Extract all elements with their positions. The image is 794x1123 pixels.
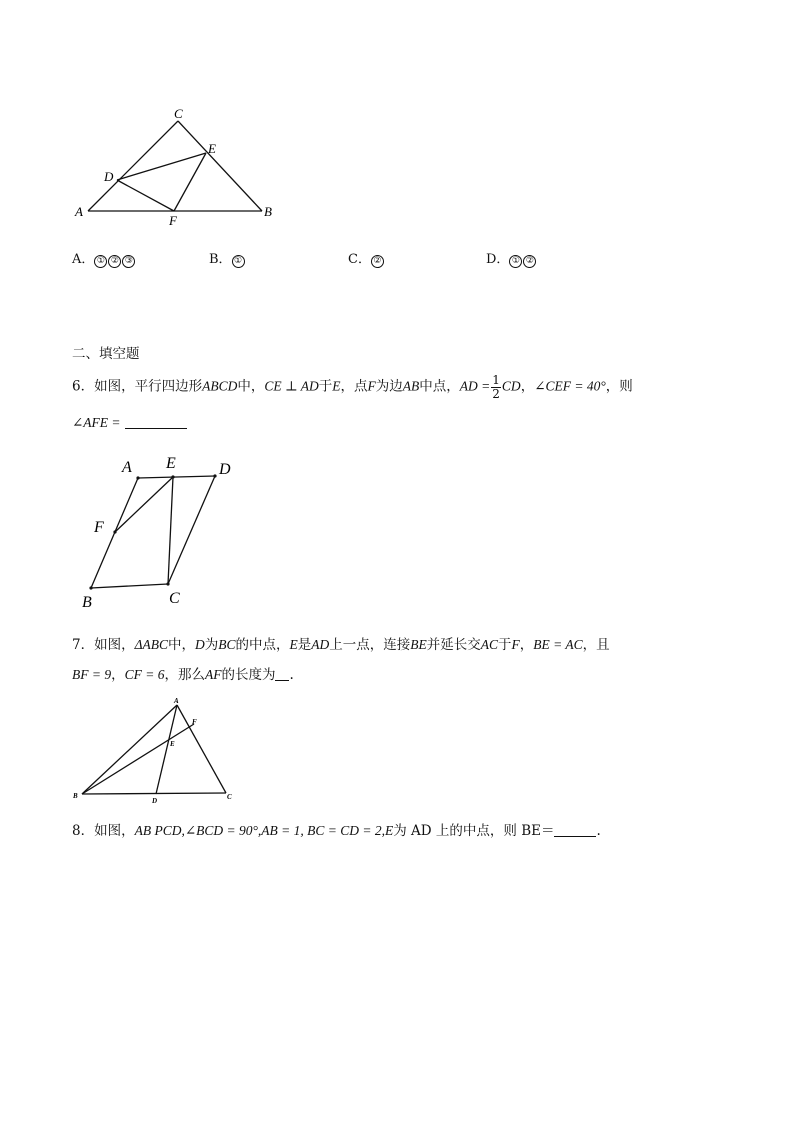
q7-text-14: .: [289, 667, 294, 683]
segment-ab: [82, 705, 177, 794]
label-a: A: [122, 459, 132, 476]
label-b: B: [73, 792, 78, 800]
choice-a[interactable]: [72, 248, 136, 268]
q7-number: 7．: [72, 637, 95, 653]
q7-text-5: 是: [297, 637, 312, 653]
q7-ad: AD: [311, 637, 330, 652]
choice-d-mark-1: ①: [509, 255, 522, 268]
figure-q7: [70, 693, 240, 805]
q7-af: AF: [204, 667, 222, 682]
section-title: 二、填空题: [72, 346, 140, 362]
choice-a-mark-2: ②: [108, 255, 121, 268]
choice-a-mark-3: ③: [122, 255, 135, 268]
figure-q5: [60, 104, 290, 230]
q7-text-6: 上一点，连接: [329, 637, 411, 653]
q8-line-1: [72, 819, 601, 839]
choice-c-mark-1: ②: [371, 255, 384, 268]
q8-e: E: [385, 823, 394, 838]
segment-ac: [177, 705, 226, 793]
q7-d: D: [195, 637, 205, 652]
q6-text-8: ，则: [605, 378, 633, 395]
q8-answer-blank[interactable]: [554, 822, 596, 837]
q8-number: 8．: [72, 823, 95, 839]
q6-text-2: 中，: [237, 378, 265, 395]
q6-answer-blank[interactable]: [125, 414, 187, 429]
choice-d-mark-2: ②: [523, 255, 536, 268]
q7-line-1: [72, 633, 610, 653]
q6-ad-eq: AD =: [459, 378, 491, 394]
q7-answer-blank[interactable]: [275, 666, 289, 681]
choice-b-mark-1: ①: [232, 255, 245, 268]
choice-a-letter: A．: [72, 252, 95, 267]
q7-be: BE: [410, 637, 427, 652]
label-b: B: [264, 204, 272, 219]
label-e: E: [170, 740, 175, 748]
segment-ad: [156, 705, 177, 794]
q7-text-3: 为: [204, 637, 219, 653]
q6-fraction: [491, 374, 501, 400]
choice-d-letter: D．: [486, 252, 510, 267]
q8-text-2: 为 AD 上的中点，则 BE＝: [393, 823, 555, 839]
q6-text-6: 中点，: [419, 378, 460, 395]
q6-frac-num: 1: [492, 373, 500, 387]
choice-b-letter: B．: [209, 252, 232, 267]
label-f: F: [192, 718, 197, 726]
q7-cf: CF = 6: [124, 667, 165, 682]
q7-f: F: [511, 637, 520, 652]
choice-a-mark-1: ①: [94, 255, 107, 268]
segment-bc: [91, 584, 168, 588]
label-c: C: [227, 793, 232, 801]
q6-f: F: [367, 378, 376, 394]
q8-parallel: AB PCD,: [134, 823, 185, 838]
figure-q6: [76, 450, 246, 612]
segment-ec: [168, 477, 173, 584]
label-c: C: [169, 590, 180, 607]
q6-text-7: ，: [520, 378, 535, 395]
q6-e: E: [332, 378, 341, 394]
choice-b[interactable]: [209, 248, 246, 268]
segment-bf: [82, 724, 194, 794]
q6-angle: ∠CEF = 40°: [534, 378, 606, 394]
q7-triangle: ΔABC: [134, 637, 169, 652]
label-e: E: [166, 455, 176, 472]
q6-line-2: [72, 414, 187, 431]
label-f: F: [169, 213, 177, 228]
label-a: A: [75, 204, 83, 219]
label-d: D: [104, 169, 114, 184]
q7-ac: AC: [480, 637, 499, 652]
q7-text-7: 并延长交: [426, 637, 481, 653]
label-e: E: [208, 141, 216, 156]
q6-ce-perp-ad: CE ⊥ AD: [264, 378, 319, 394]
q7-line-2: [72, 663, 294, 683]
q6-number: 6．: [72, 378, 95, 395]
q7-text-8: 于: [498, 637, 512, 653]
segment-ad: [138, 476, 215, 478]
q6-line-1: [72, 374, 633, 400]
choice-c-letter: C．: [348, 252, 371, 267]
segment-df: [117, 180, 174, 211]
label-b: B: [82, 594, 92, 611]
q7-text-13: 的长度为: [221, 667, 276, 683]
q7-bf: BF = 9: [72, 667, 112, 682]
q6-ask: ∠AFE =: [72, 415, 121, 430]
choice-d[interactable]: [486, 248, 537, 268]
q6-frac-den: 2: [492, 386, 500, 401]
q7-text-9: ，: [519, 637, 534, 653]
segment-ef: [115, 477, 173, 532]
segment-bc: [82, 793, 226, 794]
q6-text-1: 如图，平行四边形: [94, 378, 203, 395]
label-d: D: [152, 797, 158, 805]
q7-text-10: ，且: [582, 637, 610, 653]
q7-bc: BC: [218, 637, 236, 652]
q8-text-3: .: [596, 823, 601, 839]
label-a: A: [174, 697, 179, 705]
label-c: C: [174, 106, 183, 121]
q7-e: E: [289, 637, 298, 652]
q6-text-4: ，点: [340, 378, 368, 395]
q7-text-1: 如图，: [94, 637, 135, 653]
q7-text-4: 的中点，: [235, 637, 290, 653]
q6-abcd: ABCD: [202, 378, 238, 394]
segment-dc: [168, 476, 215, 584]
choice-c[interactable]: [348, 248, 385, 268]
q8-angle: ∠BCD = 90°,: [184, 823, 262, 838]
label-f: F: [94, 519, 104, 536]
q6-ab: AB: [402, 378, 420, 394]
q7-text-2: 中，: [168, 637, 196, 653]
q8-text-1: 如图，: [94, 823, 135, 839]
q8-lengths: AB = 1, BC = CD = 2,: [261, 823, 385, 838]
q7-be-ac: BE = AC: [533, 637, 583, 652]
q7-text-11: ，: [111, 667, 125, 683]
q6-text-3: 于: [318, 378, 333, 395]
q7-text-12: ，那么: [164, 667, 205, 683]
segment-cb: [178, 121, 262, 211]
q6-cd: CD: [501, 378, 521, 394]
q6-text-5: 为边: [375, 378, 403, 395]
label-d: D: [219, 461, 231, 478]
